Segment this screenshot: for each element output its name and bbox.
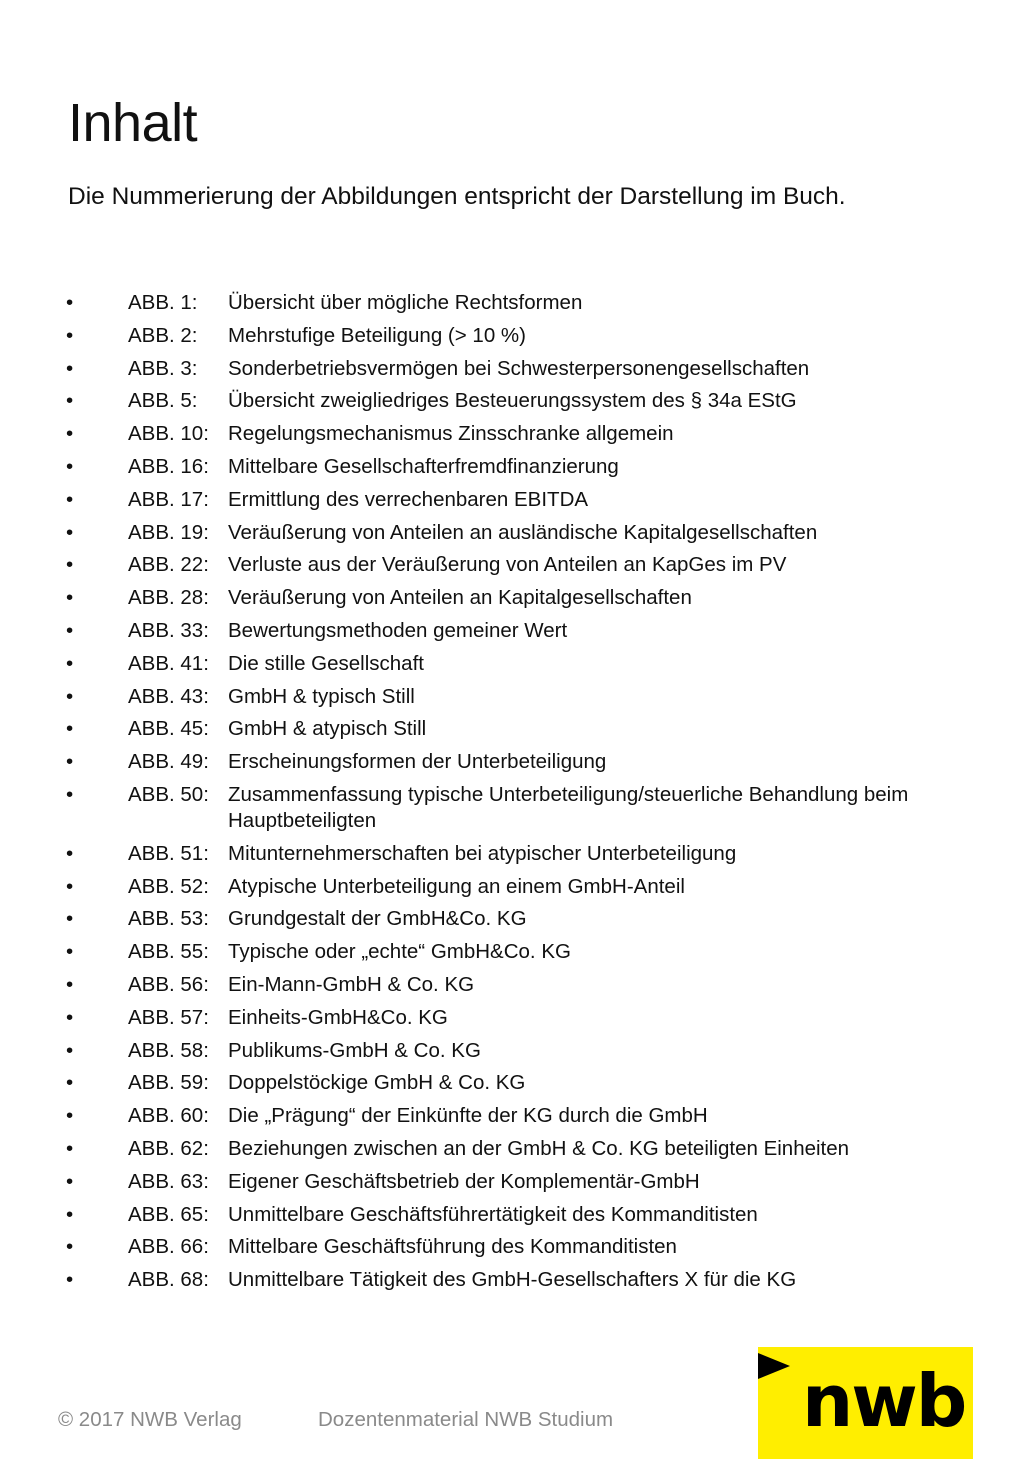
bullet-icon: • bbox=[66, 553, 74, 577]
figure-title: Übersicht zweigliedriges Besteuerungssystem des § 34a EStG bbox=[228, 389, 797, 413]
list-item bbox=[62, 520, 962, 546]
figure-number: ABB. 68: bbox=[128, 1268, 209, 1292]
footer-course: Dozentenmaterial NWB Studium bbox=[318, 1408, 614, 1431]
figure-number: ABB. 33: bbox=[128, 618, 209, 642]
figure-number: ABB. 62: bbox=[128, 1136, 209, 1160]
figure-number: ABB. 55: bbox=[128, 940, 209, 964]
figure-title: Mittelbare Geschäftsführung des Kommanditisten bbox=[228, 1235, 677, 1259]
figure-title: Mitunternehmerschaften bei atypischer Unterbeteiligung bbox=[228, 841, 737, 865]
bullet-icon: • bbox=[66, 586, 74, 610]
play-arrow-icon bbox=[758, 1353, 790, 1379]
bullet-icon: • bbox=[66, 356, 74, 380]
list-item bbox=[62, 356, 962, 382]
figure-title: Mehrstufige Beteiligung (> 10 %) bbox=[228, 323, 526, 347]
list-item bbox=[62, 585, 962, 611]
figure-number: ABB. 56: bbox=[128, 972, 209, 996]
bullet-icon: • bbox=[66, 520, 74, 544]
bullet-icon: • bbox=[66, 422, 74, 446]
bullet-icon: • bbox=[66, 1136, 74, 1160]
bullet-icon: • bbox=[66, 907, 74, 931]
list-item bbox=[62, 487, 962, 513]
figure-title: Bewertungsmethoden gemeiner Wert bbox=[228, 618, 568, 642]
figure-number: ABB. 50: bbox=[128, 782, 209, 806]
bullet-icon: • bbox=[66, 1005, 74, 1029]
list-item bbox=[62, 290, 962, 316]
figure-title: Eigener Geschäftsbetrieb der Komplementär-GmbH bbox=[228, 1169, 700, 1193]
figure-title: Regelungsmechanismus Zinsschranke allgemein bbox=[228, 422, 674, 446]
figure-number: ABB. 3: bbox=[128, 356, 198, 380]
list-item bbox=[62, 421, 962, 447]
nwb-logo bbox=[758, 1347, 973, 1459]
figure-title: Ermittlung des verrechenbaren EBITDA bbox=[228, 487, 589, 511]
figure-title: Typische oder „echte“ GmbH&Co. KG bbox=[228, 940, 571, 964]
figure-number: ABB. 10: bbox=[128, 422, 209, 446]
bullet-icon: • bbox=[66, 1071, 74, 1095]
figure-number: ABB. 28: bbox=[128, 586, 209, 610]
logo-text: nwb bbox=[802, 1359, 966, 1443]
bullet-icon: • bbox=[66, 618, 74, 642]
bullet-icon: • bbox=[66, 323, 74, 347]
figure-number: ABB. 49: bbox=[128, 750, 209, 774]
figure-title: Veräußerung von Anteilen an Kapitalgesellschaften bbox=[228, 586, 692, 610]
figure-title: Grundgestalt der GmbH&Co. KG bbox=[228, 907, 527, 931]
figure-title: GmbH & atypisch Still bbox=[228, 717, 427, 741]
figure-number: ABB. 41: bbox=[128, 651, 209, 675]
list-item bbox=[62, 454, 962, 480]
bullet-icon: • bbox=[66, 874, 74, 898]
figure-number: ABB. 2: bbox=[128, 323, 198, 347]
figure-number: ABB. 60: bbox=[128, 1104, 209, 1128]
list-item bbox=[62, 1169, 962, 1195]
figure-number: ABB. 52: bbox=[128, 874, 209, 898]
list-item bbox=[62, 972, 962, 998]
figure-number: ABB. 58: bbox=[128, 1038, 209, 1062]
bullet-icon: • bbox=[66, 1268, 74, 1292]
figure-title: Unmittelbare Geschäftsführertätigkeit des Kommanditisten bbox=[228, 1202, 758, 1226]
list-item bbox=[62, 841, 962, 867]
list-item bbox=[62, 1234, 962, 1260]
figure-title: Die „Prägung“ der Einkünfte der KG durch die GmbH bbox=[228, 1104, 708, 1128]
list-item bbox=[62, 684, 962, 710]
figure-title: Ein-Mann-GmbH & Co. KG bbox=[228, 972, 475, 996]
figure-title: Zusammenfassung typische Unterbeteiligung/steuerliche Behandlung beim Hauptbeteiligten bbox=[228, 782, 909, 832]
bullet-icon: • bbox=[66, 972, 74, 996]
figure-title: GmbH & typisch Still bbox=[228, 684, 415, 708]
figure-number: ABB. 22: bbox=[128, 553, 209, 577]
figure-title: Veräußerung von Anteilen an ausländische Kapitalgesellschaften bbox=[228, 520, 818, 544]
figure-title: Unmittelbare Tätigkeit des GmbH-Gesellschafters X für die KG bbox=[228, 1268, 797, 1292]
list-item bbox=[62, 618, 962, 644]
list-item bbox=[62, 651, 962, 677]
figure-number: ABB. 45: bbox=[128, 717, 209, 741]
figure-title: Einheits-GmbH&Co. KG bbox=[228, 1005, 448, 1029]
list-item bbox=[62, 1070, 962, 1096]
bullet-icon: • bbox=[66, 841, 74, 865]
list-item bbox=[62, 749, 962, 775]
list-item bbox=[62, 1267, 962, 1293]
bullet-icon: • bbox=[66, 487, 74, 511]
list-item bbox=[62, 939, 962, 965]
list-item bbox=[62, 323, 962, 349]
figure-number: ABB. 1: bbox=[128, 291, 198, 314]
bullet-icon: • bbox=[66, 717, 74, 741]
figure-number: ABB. 59: bbox=[128, 1071, 209, 1095]
figure-number: ABB. 19: bbox=[128, 520, 209, 544]
figure-number: ABB. 57: bbox=[128, 1005, 209, 1029]
list-item bbox=[62, 388, 962, 414]
list-item bbox=[62, 1005, 962, 1031]
figure-list bbox=[62, 290, 962, 1300]
figure-title: Doppelstöckige GmbH & Co. KG bbox=[228, 1071, 526, 1095]
bullet-icon: • bbox=[66, 782, 74, 806]
list-item bbox=[62, 716, 962, 742]
list-item bbox=[62, 782, 962, 834]
figure-title: Übersicht über mögliche Rechtsformen bbox=[228, 291, 583, 314]
figure-number: ABB. 65: bbox=[128, 1202, 209, 1226]
page-subtitle: Die Nummerierung der Abbildungen entspricht der Darstellung im Buch. bbox=[68, 183, 846, 210]
bullet-icon: • bbox=[66, 750, 74, 774]
figure-title: Publikums-GmbH & Co. KG bbox=[228, 1038, 481, 1062]
figure-number: ABB. 16: bbox=[128, 454, 209, 478]
figure-title: Verluste aus der Veräußerung von Anteilen an KapGes im PV bbox=[228, 553, 787, 577]
bullet-icon: • bbox=[66, 940, 74, 964]
figure-title: Erscheinungsformen der Unterbeteiligung bbox=[228, 750, 607, 774]
figure-number: ABB. 5: bbox=[128, 389, 198, 413]
figure-number: ABB. 43: bbox=[128, 684, 209, 708]
bullet-icon: • bbox=[66, 1235, 74, 1259]
figure-number: ABB. 17: bbox=[128, 487, 209, 511]
list-item bbox=[62, 1103, 962, 1129]
figure-title: Atypische Unterbeteiligung an einem GmbH-Anteil bbox=[228, 874, 685, 898]
list-item bbox=[62, 906, 962, 932]
figure-number: ABB. 66: bbox=[128, 1235, 209, 1259]
figure-number: ABB. 53: bbox=[128, 907, 209, 931]
list-item bbox=[62, 1202, 962, 1228]
list-item bbox=[62, 552, 962, 578]
bullet-icon: • bbox=[66, 1038, 74, 1062]
list-item bbox=[62, 874, 962, 900]
bullet-icon: • bbox=[66, 684, 74, 708]
figure-number: ABB. 63: bbox=[128, 1169, 209, 1193]
bullet-icon: • bbox=[66, 1104, 74, 1128]
page-title: Inhalt bbox=[68, 93, 198, 153]
figure-title: Die stille Gesellschaft bbox=[228, 651, 424, 675]
bullet-icon: • bbox=[66, 1169, 74, 1193]
footer-copyright: © 2017 NWB Verlag bbox=[58, 1408, 242, 1431]
bullet-icon: • bbox=[66, 1202, 74, 1226]
figure-title: Sonderbetriebsvermögen bei Schwesterpersonengesellschaften bbox=[228, 356, 810, 380]
list-item bbox=[62, 1136, 962, 1162]
bullet-icon: • bbox=[66, 454, 74, 478]
figure-title: Mittelbare Gesellschafterfremdfinanzierung bbox=[228, 454, 619, 478]
list-item bbox=[62, 1038, 962, 1064]
bullet-icon: • bbox=[66, 389, 74, 413]
figure-title: Beziehungen zwischen an der GmbH & Co. KG beteiligten Einheiten bbox=[228, 1136, 850, 1160]
bullet-icon: • bbox=[66, 291, 74, 314]
figure-number: ABB. 51: bbox=[128, 841, 209, 865]
bullet-icon: • bbox=[66, 651, 74, 675]
